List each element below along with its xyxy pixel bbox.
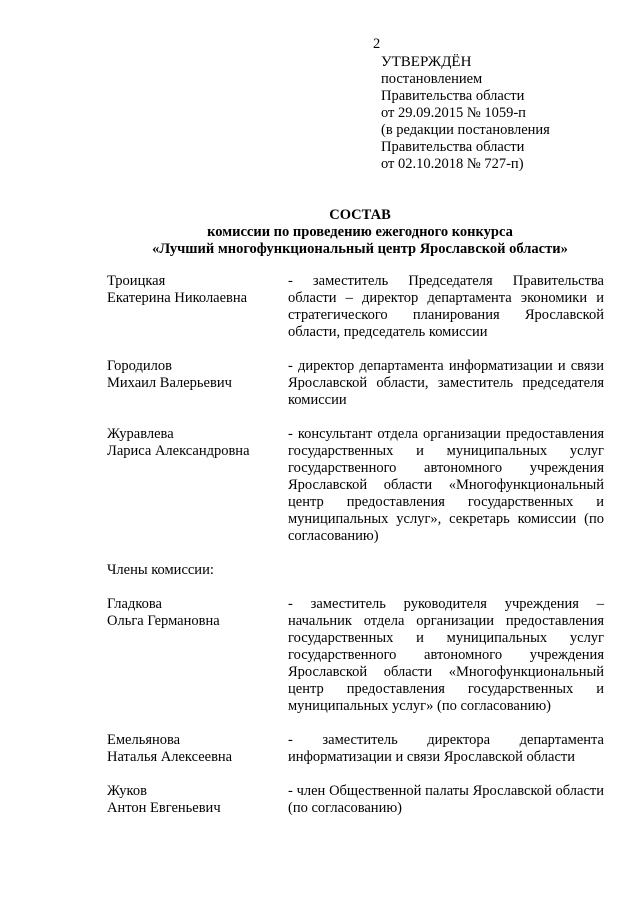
member-given-names: Лариса Александровна xyxy=(107,443,250,459)
member-role: - заместитель директора департамента информатизации и связи Ярославской области xyxy=(288,732,604,765)
document-heading xyxy=(0,207,640,258)
approval-line: от 02.10.2018 № 727-п) xyxy=(381,156,524,172)
member-given-names: Михаил Валерьевич xyxy=(107,375,232,391)
member-role: - заместитель руководителя учреждения – начальник отдела организации предоставления государственных и муниципальных услуг государственного автономного учреждения Ярославской области «Многофункциональный центр предоставления государственных и муниципальных услуг» (по согласованию) xyxy=(288,596,604,714)
approval-line: (в редакции постановления xyxy=(381,122,550,138)
member-surname: Жуков xyxy=(107,783,147,799)
member-role: - консультант отдела организации предоставления государственных и муниципальных услуг государственного автономного учреждения Ярославской области «Многофункциональный центр предоставления государственных и муниципальных услуг», секретарь комиссии (по согласованию) xyxy=(288,426,604,544)
document-subtitle-line-2: «Лучший многофункциональный центр Ярославской области» xyxy=(152,241,568,257)
approval-block xyxy=(381,54,550,173)
member-given-names: Наталья Алексеевна xyxy=(107,749,233,765)
members-section-label: Члены комиссии: xyxy=(107,562,214,578)
member-name xyxy=(107,596,288,715)
member-given-names: Антон Евгеньевич xyxy=(107,800,221,816)
approval-line: Правительства области xyxy=(381,139,525,155)
member-surname: Журавлева xyxy=(107,426,174,442)
document-title: СОСТАВ xyxy=(329,207,391,223)
member-name xyxy=(107,732,288,766)
roster-entry xyxy=(107,426,604,545)
member-surname: Емельянова xyxy=(107,732,181,748)
approval-line: Правительства области xyxy=(381,88,525,104)
member-name xyxy=(107,358,288,409)
member-name xyxy=(107,783,288,817)
document-subtitle-line-1: комиссии по проведению ежегодного конкурса xyxy=(207,224,513,240)
member-given-names: Ольга Германовна xyxy=(107,613,220,629)
member-given-names: Екатерина Николаевна xyxy=(107,290,248,306)
member-surname: Городилов xyxy=(107,358,172,374)
approval-line: от 29.09.2015 № 1059-п xyxy=(381,105,526,121)
commission-roster xyxy=(107,273,604,817)
member-name xyxy=(107,273,288,341)
member-name xyxy=(107,426,288,545)
member-surname: Троицкая xyxy=(107,273,166,289)
approval-line: постановлением xyxy=(381,71,483,87)
roster-entry xyxy=(107,596,604,715)
roster-entry xyxy=(107,783,604,817)
page-number: 2 xyxy=(373,36,381,52)
member-surname: Гладкова xyxy=(107,596,162,612)
roster-entry xyxy=(107,732,604,766)
member-role: - член Общественной палаты Ярославской области (по согласованию) xyxy=(288,783,604,816)
roster-entry xyxy=(107,273,604,341)
approval-stamp: УТВЕРЖДЁН xyxy=(381,54,472,70)
roster-entry xyxy=(107,358,604,409)
member-role: - директор департамента информатизации и связи Ярославской области, заместитель председателя комиссии xyxy=(288,358,604,408)
member-role: - заместитель Председателя Правительства области – директор департамента экономики и стратегического планирования Ярославской области, председатель комиссии xyxy=(288,273,604,340)
